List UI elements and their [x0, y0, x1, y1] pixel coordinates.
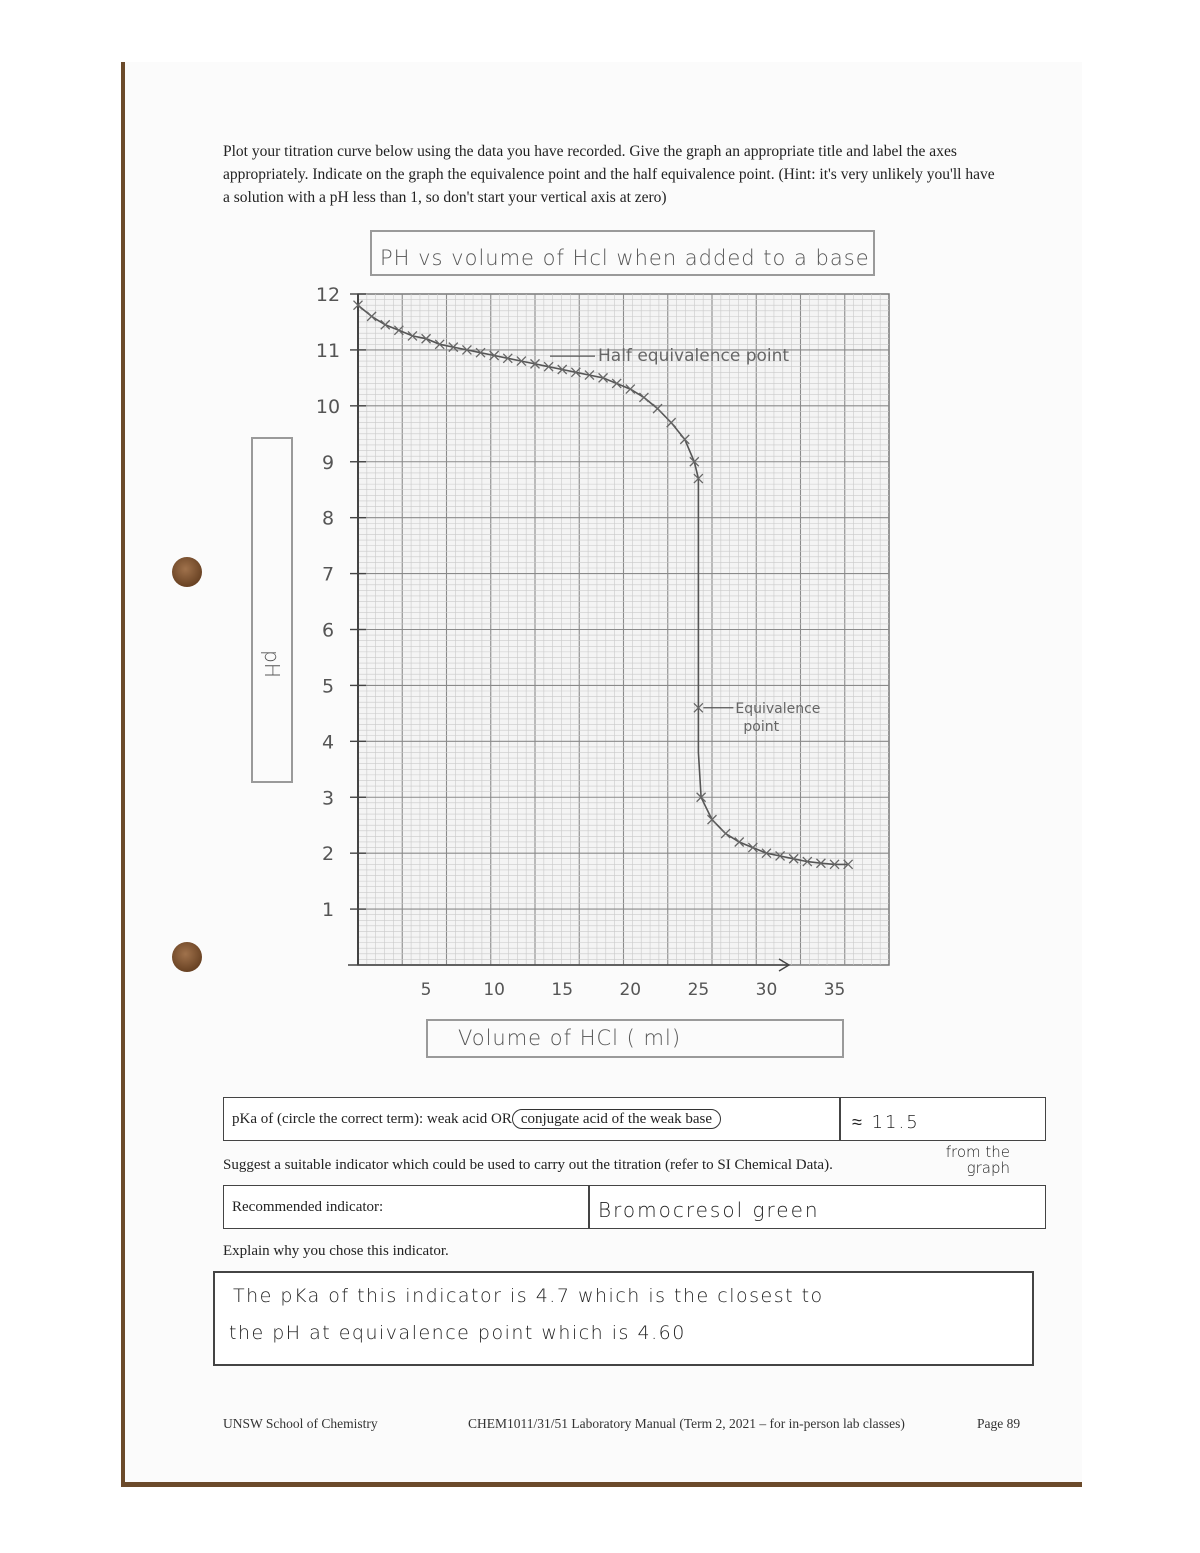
indicator-prompt: Suggest a suitable indicator which could be used to carry out the titration (refer to SI Chemical Data).	[223, 1157, 833, 1173]
y-tick-label: 3	[321, 787, 335, 810]
y-tick-label: 6	[321, 619, 335, 642]
y-tick-label: 7	[321, 563, 335, 586]
titration-chart	[300, 285, 910, 1005]
explain-prompt: Explain why you chose this indicator.	[223, 1243, 449, 1259]
x-tick-label: 30	[755, 980, 778, 1000]
y-tick-label: 12	[315, 285, 341, 306]
footer-left: UNSW School of Chemistry	[223, 1416, 378, 1431]
y-tick-label: 8	[321, 507, 335, 530]
y-tick-label: 2	[321, 843, 335, 866]
pka-label	[232, 1111, 721, 1128]
y-tick-label: 11	[315, 339, 341, 362]
half-equivalence-label: Half equivalence point	[598, 346, 790, 367]
y-axis-label: pH	[260, 650, 284, 678]
x-tick-label: 5	[420, 980, 432, 1000]
binder-hole-bottom	[172, 942, 202, 972]
pka-value: ≈ 11.5	[852, 1112, 920, 1133]
explanation-line-2: the pH at equivalence point which is 4.60	[229, 1322, 686, 1344]
indicator-value: Bromocresol green	[598, 1198, 820, 1222]
footer-center: CHEM1011/31/51 Laboratory Manual (Term 2, 2021 – for in-person lab classes)	[468, 1416, 905, 1431]
y-tick-label: 1	[321, 899, 335, 922]
binder-hole-top	[172, 557, 202, 587]
equivalence-label: Equivalence	[735, 700, 821, 717]
y-tick-label: 9	[321, 451, 335, 474]
graph-title: PH vs volume of Hcl when added to a base	[380, 246, 870, 270]
pka-note: from the graph	[945, 1143, 1010, 1177]
y-tick-label: 10	[315, 395, 341, 418]
instructions-text: Plot your titration curve below using the data you have recorded. Give the graph an appropriate title and label the axes appropriately. Indicate on the graph the equivalence point and the half equivalence point. (Hint: it's very unlikely you'll have a solution with a pH less than 1, so don't start your vertical axis at zero)	[223, 143, 995, 206]
x-tick-label: 15	[551, 980, 574, 1000]
x-tick-label: 10	[483, 980, 505, 1000]
x-tick-label: 25	[687, 980, 710, 1000]
y-tick-label: 4	[321, 731, 335, 754]
x-tick-label: 35	[823, 980, 846, 1000]
y-tick-label: 5	[321, 675, 335, 698]
pka-row-divider	[839, 1098, 841, 1140]
equivalence-label: point	[743, 718, 780, 735]
pka-circled-term: conjugate acid of the weak base	[512, 1109, 721, 1129]
x-axis-label: Volume of HCl ( ml)	[458, 1026, 682, 1050]
pka-label-prefix: pKa of (circle the correct term): weak acid OR	[232, 1111, 512, 1127]
y-axis-label-box	[251, 437, 293, 783]
indicator-row-divider	[588, 1186, 590, 1228]
indicator-label: Recommended indicator:	[232, 1199, 384, 1215]
footer-page-number: Page 89	[977, 1416, 1021, 1431]
explanation-line-1: The pKa of this indicator is 4.7 which is the closest to	[233, 1285, 824, 1307]
x-tick-label: 20	[619, 980, 642, 1000]
